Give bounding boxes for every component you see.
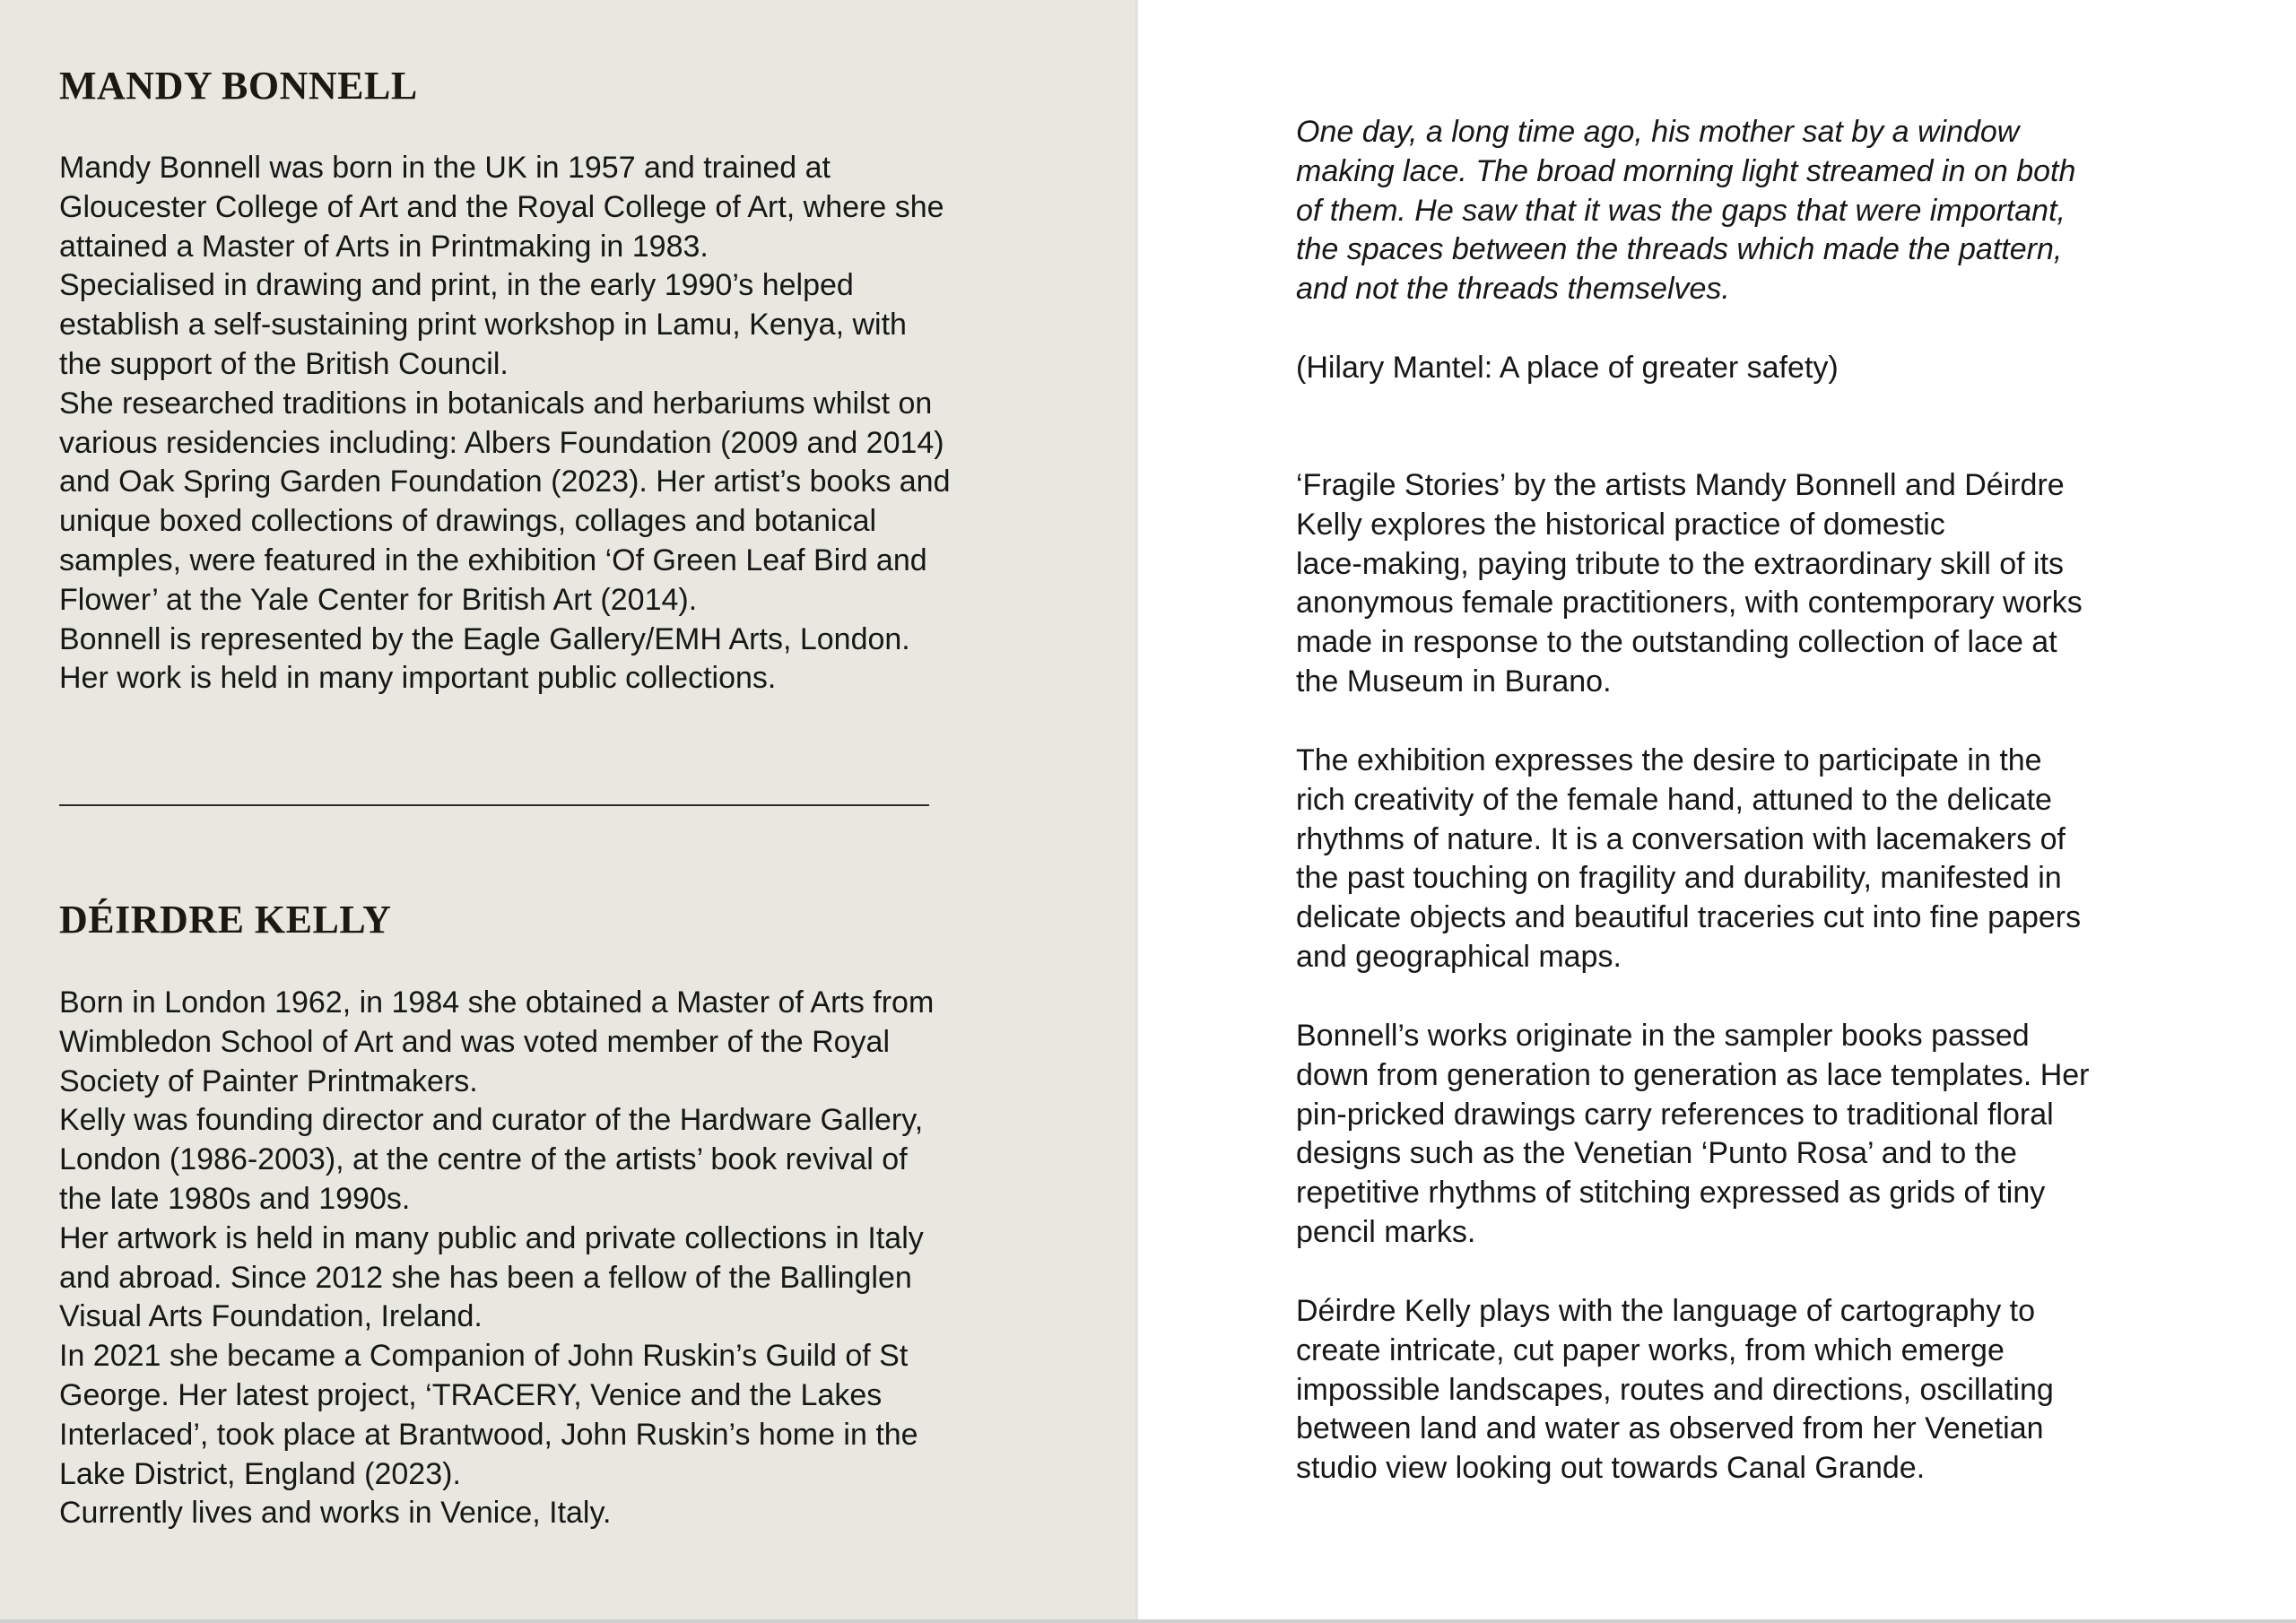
text-line: Specialised in drawing and print, in the early 1990’s helped	[59, 268, 854, 303]
text-line: and not the threads themselves.	[1296, 272, 1730, 307]
text-line: studio view looking out towards Canal Grande.	[1296, 1451, 1926, 1486]
text-line: impossible landscapes, routes and directions, oscillating	[1296, 1372, 2054, 1407]
text-line: repetitive rhythms of stitching expressed as grids of tiny	[1296, 1176, 2046, 1211]
kelly-works-paragraph	[1296, 1292, 2054, 1488]
text-line: lace-making, paying tribute to the extraordinary skill of its	[1296, 546, 2065, 581]
artist-bio-kelly	[59, 984, 934, 1533]
text-line: and abroad. Since 2012 she has been a fellow of the Ballinglen	[59, 1260, 912, 1295]
exhibition-concept-paragraph	[1296, 742, 2081, 977]
text-line: rich creativity of the female hand, attuned to the delicate	[1296, 782, 2052, 817]
text-line: ‘Fragile Stories’ by the artists Mandy Bonnell and Déirdre	[1296, 468, 2065, 502]
text-line: Interlaced’, took place at Brantwood, John Ruskin’s home in the	[59, 1417, 918, 1452]
text-line: Bonnell’s works originate in the sampler books passed	[1296, 1019, 2030, 1053]
text-line: Mandy Bonnell was born in the UK in 1957 and trained at	[59, 151, 831, 185]
page-fold	[1135, 0, 1138, 1619]
text-line: Her work is held in many important public collections.	[59, 661, 777, 696]
text-line: attained a Master of Arts in Printmaking in 1983.	[59, 229, 709, 264]
text-line: designs such as the Venetian ‘Punto Rosa’ and to the	[1296, 1136, 2017, 1171]
text-line: down from generation to generation as lace templates. Her	[1296, 1057, 2090, 1092]
bonnell-works-paragraph	[1296, 1017, 2090, 1253]
text-line: the Museum in Burano.	[1296, 664, 1612, 699]
text-line: of them. He saw that it was the gaps that were important,	[1296, 193, 2066, 228]
text-line: rhythms of nature. It is a conversation with lacemakers of	[1296, 821, 2066, 856]
text-line: Wimbledon School of Art and was voted member of the Royal	[59, 1024, 891, 1059]
text-line: She researched traditions in botanicals and herbariums whilst on	[59, 386, 933, 421]
text-line: between land and water as observed from her Venetian	[1296, 1411, 2044, 1446]
text-line: and Oak Spring Garden Foundation (2023). Her artist’s books and	[59, 464, 951, 499]
text-line: Visual Arts Foundation, Ireland.	[59, 1299, 483, 1334]
artist-name-kelly: DÉIRDRE KELLY	[59, 898, 392, 942]
text-line: and geographical maps.	[1296, 939, 1622, 974]
artist-name-bonnell: MANDY BONNELL	[59, 64, 418, 108]
text-line: the late 1980s and 1990s.	[59, 1181, 411, 1216]
exhibition-intro-paragraph	[1296, 466, 2083, 702]
epigraph-attribution	[1296, 349, 1839, 388]
text-line: London (1986-2003), at the centre of the artists’ book revival of	[59, 1142, 908, 1177]
text-line: Kelly was founding director and curator of the Hardware Gallery,	[59, 1103, 924, 1138]
text-line: Born in London 1962, in 1984 she obtained a Master of Arts from	[59, 985, 935, 1020]
text-line: various residencies including: Albers Foundation (2009 and 2014)	[59, 425, 944, 460]
attribution-line: (Hilary Mantel: A place of greater safety)	[1296, 351, 1839, 385]
text-line: George. Her latest project, ‘TRACERY, Venice and the Lakes	[59, 1377, 883, 1412]
text-line: Society of Painter Printmakers.	[59, 1063, 478, 1098]
text-line: Kelly explores the historical practice of domestic	[1296, 507, 1945, 542]
section-divider	[59, 804, 929, 806]
text-line: samples, were featured in the exhibition ‘Of Green Leaf Bird and	[59, 542, 927, 577]
text-line: Déirdre Kelly plays with the language of cartography to	[1296, 1294, 2036, 1328]
text-line: the past touching on fragility and durability, manifested in	[1296, 861, 2062, 896]
text-line: pin-pricked drawings carry references to traditional floral	[1296, 1097, 2054, 1132]
text-line: the spaces between the threads which made the pattern,	[1296, 232, 2063, 267]
page-bottom-edge	[0, 1619, 2296, 1623]
text-line: anonymous female practitioners, with contemporary works	[1296, 586, 2083, 621]
artist-bio-bonnell	[59, 149, 951, 699]
text-line: Her artwork is held in many public and private collections in Italy	[59, 1220, 924, 1255]
text-line: Gloucester College of Art and the Royal College of Art, where she	[59, 189, 944, 224]
text-line: unique boxed collections of drawings, collages and botanical	[59, 504, 877, 539]
text-line: establish a self-sustaining print workshop in Lamu, Kenya, with	[59, 308, 907, 343]
text-line: Flower’ at the Yale Center for British Art (2014).	[59, 582, 698, 617]
text-line: pencil marks.	[1296, 1214, 1476, 1249]
text-line: create intricate, cut paper works, from which emerge	[1296, 1332, 2005, 1367]
text-line: One day, a long time ago, his mother sat by a window	[1296, 115, 2020, 149]
epigraph-quote	[1296, 113, 2075, 309]
text-line: delicate objects and beautiful traceries cut into fine papers	[1296, 900, 2082, 935]
text-line: the support of the British Council.	[59, 346, 509, 381]
text-line: The exhibition expresses the desire to participate in the	[1296, 743, 2042, 777]
text-line: Bonnell is represented by the Eagle Gallery/EMH Arts, London.	[59, 621, 910, 656]
text-line: Currently lives and works in Venice, Italy.	[59, 1496, 612, 1531]
text-line: made in response to the outstanding collection of lace at	[1296, 625, 2057, 660]
text-line: In 2021 she became a Companion of John Ruskin’s Guild of St	[59, 1339, 909, 1374]
text-line: Lake District, England (2023).	[59, 1456, 461, 1491]
text-line: making lace. The broad morning light streamed in on both	[1296, 153, 2076, 188]
